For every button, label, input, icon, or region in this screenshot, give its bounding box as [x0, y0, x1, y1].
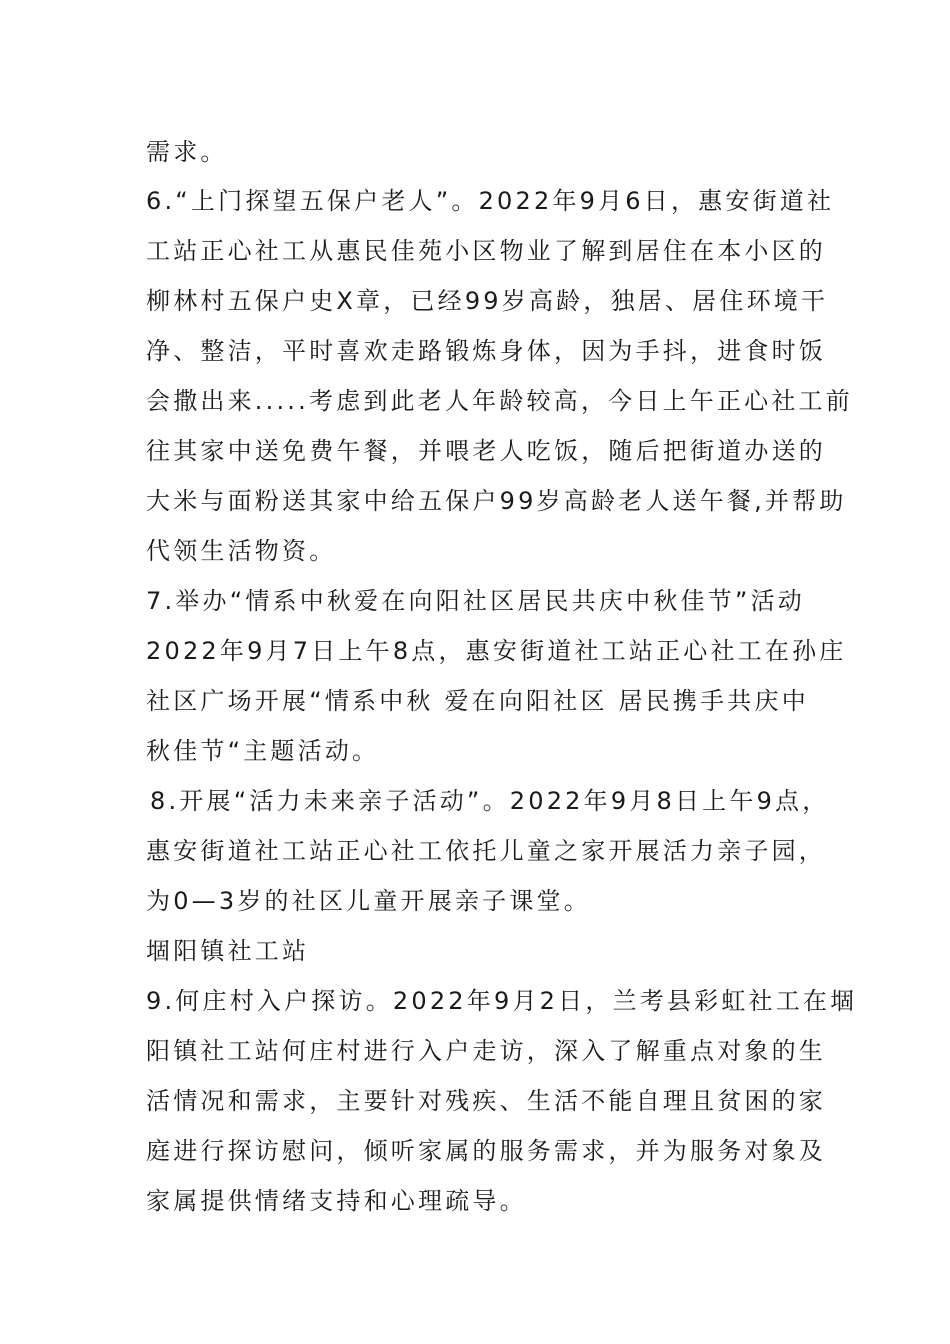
text-line: 代领生活物资。: [146, 537, 337, 565]
text-line: 往其家中送免费午餐，并喂老人吃饭，随后把街道办送的: [146, 437, 826, 465]
text-line: 9.何庄村入户探访。2022年9月2日，兰考县彩虹社工在堌: [146, 987, 858, 1015]
text-line: 惠安街道社工站正心社工依托儿童之家开展活力亲子园，: [146, 837, 826, 865]
text-line: 为0—3岁的社区儿童开展亲子课堂。: [146, 887, 591, 915]
text-line: 工站正心社工从惠民佳苑小区物业了解到居住在本小区的: [146, 237, 826, 265]
text-line: 活情况和需求，主要针对残疾、生活不能自理且贫困的家: [146, 1087, 826, 1115]
text-line: 8.开展“活力未来亲子活动”。2022年9月8日上午9点，: [150, 787, 830, 815]
text-line: 6.“上门探望五保户老人”。2022年9月6日，惠安街道社: [146, 187, 835, 215]
text-line: 柳林村五保户史X章，已经99岁高龄，独居、居住环境干: [146, 287, 829, 315]
text-line: 2022年9月7日上午8点，惠安街道社工站正心社工在孙庄: [146, 637, 847, 665]
text-line: 秋佳节“主题活动。: [146, 737, 380, 765]
text-line: 大米与面粉送其家中给五保户99岁高龄老人送午餐,并帮助: [146, 487, 847, 515]
text-line: 7.举办“情系中秋爱在向阳社区居民共庆中秋佳节”活动: [146, 587, 805, 615]
text-line: 阳镇社工站何庄村进行入户走访，深入了解重点对象的生: [146, 1037, 826, 1065]
section-heading: 堌阳镇社工站: [146, 937, 310, 965]
text-line: 净、整洁，平时喜欢走路锻炼身体，因为手抖，进食时饭: [146, 337, 826, 365]
text-line: 需求。: [146, 138, 228, 166]
text-line: 会撒出来.....考虑到此老人年龄较高，今日上午正心社工前: [146, 387, 853, 415]
text-line: 家属提供情绪支持和心理疏导。: [146, 1187, 527, 1215]
text-line: 社区广场开展“情系中秋 爱在向阳社区 居民携手共庆中: [146, 687, 809, 715]
text-line: 庭进行探访慰问，倾听家属的服务需求，并为服务对象及: [146, 1137, 826, 1165]
